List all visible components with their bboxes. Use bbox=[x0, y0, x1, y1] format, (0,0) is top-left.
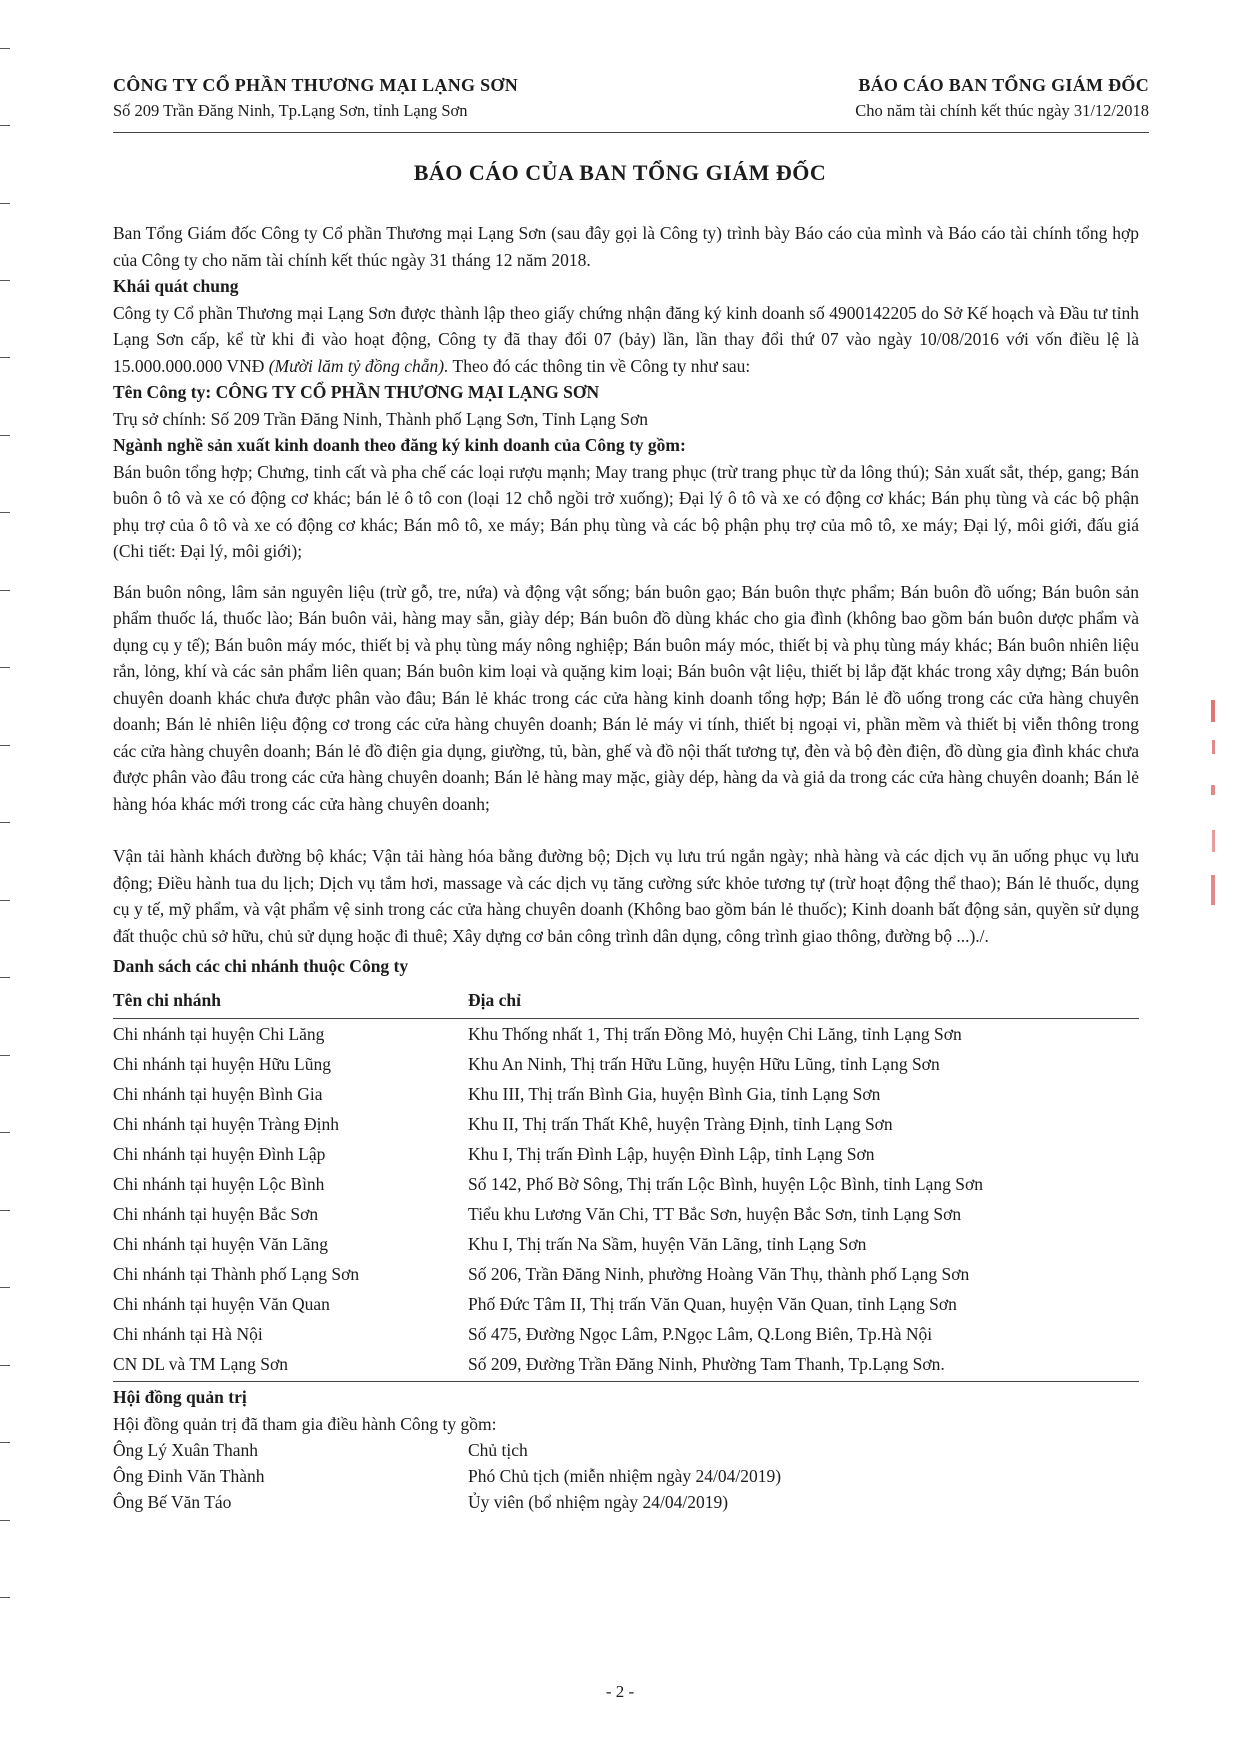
table-row bbox=[113, 1199, 1139, 1229]
column-header-address: Địa chỉ bbox=[468, 984, 1139, 1019]
branch-address: Khu Thống nhất 1, Thị trấn Đồng Mỏ, huyện Chi Lăng, tỉnh Lạng Sơn bbox=[468, 1024, 962, 1044]
general-paragraph bbox=[113, 300, 1139, 380]
branch-name: Chi nhánh tại huyện Bắc Sơn bbox=[113, 1204, 319, 1224]
board-member-name: Ông Đinh Văn Thành bbox=[113, 1466, 265, 1486]
company-address: Số 209 Trần Đăng Ninh, Tp.Lạng Sơn, tỉnh Lạng Sơn bbox=[113, 101, 468, 120]
column-header-branch-name: Tên chi nhánh bbox=[113, 984, 468, 1019]
general-text-end: Theo đó các thông tin về Công ty như sau: bbox=[448, 355, 751, 376]
table-row bbox=[113, 1049, 1139, 1079]
page-header bbox=[113, 72, 1149, 133]
margin-tick bbox=[0, 1287, 10, 1288]
branch-address: Khu An Ninh, Thị trấn Hữu Lũng, huyện Hữu Lũng, tỉnh Lạng Sơn bbox=[468, 1054, 940, 1074]
table-row bbox=[113, 1289, 1139, 1319]
branch-name: Chi nhánh tại Hà Nội bbox=[113, 1324, 263, 1344]
margin-tick bbox=[0, 1520, 10, 1521]
branch-name: Chi nhánh tại huyện Hữu Lũng bbox=[113, 1054, 331, 1074]
report-name: BÁO CÁO BAN TỔNG GIÁM ĐỐC bbox=[858, 75, 1149, 95]
board-intro: Hội đồng quản trị đã tham gia điều hành Công ty gồm: bbox=[113, 1413, 497, 1434]
table-row bbox=[113, 1229, 1139, 1259]
margin-tick bbox=[0, 590, 10, 591]
table-row bbox=[113, 1109, 1139, 1139]
margin-tick bbox=[0, 357, 10, 358]
margin-tick bbox=[0, 822, 10, 823]
list-item bbox=[113, 1437, 1139, 1463]
margin-tick bbox=[0, 48, 10, 49]
board-member-name: Ông Bế Văn Táo bbox=[113, 1492, 232, 1512]
margin-tick bbox=[0, 900, 10, 901]
margin-tick bbox=[0, 512, 10, 513]
branches-table bbox=[113, 984, 1139, 1380]
headquarters-line: Trụ sở chính: Số 209 Trần Đăng Ninh, Thành phố Lạng Sơn, Tỉnh Lạng Sơn bbox=[113, 408, 648, 429]
margin-tick bbox=[0, 1132, 10, 1133]
table-header-row bbox=[113, 984, 1139, 1019]
page-number: - 2 - bbox=[605, 1682, 635, 1701]
table-row bbox=[113, 1259, 1139, 1289]
section-heading-general: Khái quát chung bbox=[113, 276, 239, 296]
report-period: Cho năm tài chính kết thúc ngày 31/12/2018 bbox=[855, 101, 1149, 120]
list-item bbox=[113, 1463, 1139, 1489]
section-heading-board: Hội đồng quản trị bbox=[113, 1387, 247, 1407]
business-paragraph-1: Bán buôn tổng hợp; Chưng, tinh cất và pha chế các loại rượu mạnh; May trang phục (trừ trang phục từ da lông thú); Sản xuất sắt, thép, gang; Bán buôn ô tô và xe có động cơ khác; bán lẻ ô tô con (loại 12 chỗ ngồi trở xuống); Đại lý ô tô và xe có động cơ khác; Bán phụ tùng và các bộ phận phụ trợ của ô tô và xe có động cơ khác; Bán mô tô, xe máy; Bán phụ tùng và các bộ phận phụ trợ của mô tô, xe máy; Đại lý, môi giới, đấu giá (Chi tiết: Đại lý, môi giới); bbox=[113, 461, 1139, 561]
margin-tick bbox=[0, 125, 10, 126]
page-title: BÁO CÁO CỦA BAN TỔNG GIÁM ĐỐC bbox=[413, 160, 827, 185]
margin-tick bbox=[0, 1597, 10, 1598]
margin-tick bbox=[0, 745, 10, 746]
spacer bbox=[113, 817, 1139, 843]
table-row bbox=[113, 1019, 1139, 1050]
margin-tick bbox=[0, 203, 10, 204]
margin-tick bbox=[0, 1365, 10, 1366]
header-right bbox=[855, 72, 1149, 124]
board-member-role: Chủ tịch bbox=[468, 1440, 528, 1460]
table-row bbox=[113, 1169, 1139, 1199]
board-member-name: Ông Lý Xuân Thanh bbox=[113, 1440, 258, 1460]
business-paragraph-2: Bán buôn nông, lâm sản nguyên liệu (trừ gỗ, tre, nứa) và động vật sống; bán buôn gạo; Bán buôn thực phẩm; Bán buôn đồ uống; Bán buôn sản phẩm thuốc lá, thuốc lào; Bán buôn vải, hàng may sẵn, giày dép; Bán buôn đồ dùng khác cho gia đình (không bao gồm bán buôn dược phẩm và dụng cụ y tế); Bán buôn máy móc, thiết bị và phụ tùng máy nông nghiệp; Bán buôn máy móc, thiết bị và phụ tùng máy khác; Bán buôn nhiên liệu rắn, lỏng, khí và các sản phẩm liên quan; Bán buôn kim loại và quặng kim loại; Bán buôn vật liệu, thiết bị lắp đặt khác trong xây dựng; Bán buôn chuyên doanh khác chưa được phân vào đâu; Bán lẻ khác trong các cửa hàng kinh doanh tổng hợp; Bán lẻ đồ uống trong các cửa hàng chuyên doanh; Bán lẻ nhiên liệu động cơ trong các cửa hàng chuyên doanh; Bán lẻ máy vi tính, thiết bị ngoại vi, phần mềm và thiết bị viễn thông trong các cửa hàng chuyên doanh; Bán lẻ đồ điện gia dụng, giường, tủ, bàn, ghế và đồ nội thất tương tự, đèn và bộ đèn điện, đồ dùng gia đình khác chưa được phân vào đâu trong các cửa hàng chuyên doanh; Bán lẻ hàng may mặc, giày dép, hàng da và giả da trong các cửa hàng chuyên doanh; Bán lẻ hàng hóa khác mới trong các cửa hàng chuyên doanh; bbox=[113, 581, 1139, 814]
margin-tick bbox=[0, 1210, 10, 1211]
company-name: CÔNG TY CỔ PHẦN THƯƠNG MẠI LẠNG SƠN bbox=[113, 75, 519, 95]
margin-tick bbox=[0, 667, 10, 668]
table-row bbox=[113, 1139, 1139, 1169]
table-row bbox=[113, 1349, 1139, 1379]
branch-address: Khu II, Thị trấn Thất Khê, huyện Tràng Định, tỉnh Lạng Sơn bbox=[468, 1114, 893, 1134]
branch-address: Khu I, Thị trấn Đình Lập, huyện Đình Lập, tỉnh Lạng Sơn bbox=[468, 1144, 875, 1164]
branch-address: Số 142, Phố Bờ Sông, Thị trấn Lộc Bình, huyện Lộc Bình, tỉnh Lạng Sơn bbox=[468, 1174, 983, 1194]
margin-tick bbox=[0, 280, 10, 281]
board-section bbox=[113, 1381, 1139, 1515]
branch-name: Chi nhánh tại huyện Lộc Bình bbox=[113, 1174, 325, 1194]
branch-address: Số 209, Đường Trần Đăng Ninh, Phường Tam Thanh, Tp.Lạng Sơn. bbox=[468, 1354, 945, 1374]
branch-address: Phố Đức Tâm II, Thị trấn Văn Quan, huyện Văn Quan, tỉnh Lạng Sơn bbox=[468, 1294, 957, 1314]
margin-tick bbox=[0, 977, 10, 978]
branch-name: Chi nhánh tại huyện Văn Quan bbox=[113, 1294, 330, 1314]
stamp-mark bbox=[1205, 700, 1223, 920]
capital-in-words: (Mười lăm tỷ đồng chẵn). bbox=[268, 355, 449, 376]
branch-address: Khu III, Thị trấn Bình Gia, huyện Bình Gia, tỉnh Lạng Sơn bbox=[468, 1084, 881, 1104]
branch-name: Chi nhánh tại Thành phố Lạng Sơn bbox=[113, 1264, 360, 1284]
branch-address: Số 206, Trần Đăng Ninh, phường Hoàng Văn Thụ, thành phố Lạng Sơn bbox=[468, 1264, 970, 1284]
branch-address: Số 475, Đường Ngọc Lâm, P.Ngọc Lâm, Q.Long Biên, Tp.Hà Nội bbox=[468, 1324, 933, 1344]
list-item bbox=[113, 1489, 1139, 1515]
section-heading-branches: Danh sách các chi nhánh thuộc Công ty bbox=[113, 956, 409, 976]
branch-address: Tiểu khu Lương Văn Chi, TT Bắc Sơn, huyện Bắc Sơn, tỉnh Lạng Sơn bbox=[468, 1204, 962, 1224]
branch-name: Chi nhánh tại huyện Văn Lãng bbox=[113, 1234, 328, 1254]
branch-name: Chi nhánh tại huyện Chi Lăng bbox=[113, 1024, 325, 1044]
table-row bbox=[113, 1319, 1139, 1349]
table-row bbox=[113, 1079, 1139, 1109]
general-text: Công ty Cổ phần Thương mại Lạng Sơn được thành lập theo giấy chứng nhận đăng ký kinh doanh số 4900142205 do Sở Kế hoạch và Đầu tư tỉnh Lạng Sơn cấp, kể từ khi đi vào hoạt động, Công ty đã thay đổi 07 (bảy) lần, lần thay đổi thứ 07 vào ngày 10/08/2016 với vốn điều lệ là 15.000.000.000 VNĐ bbox=[113, 302, 1139, 376]
margin-tick bbox=[0, 435, 10, 436]
branch-address: Khu I, Thị trấn Na Sầm, huyện Văn Lãng, tỉnh Lạng Sơn bbox=[468, 1234, 867, 1254]
margin-tick bbox=[0, 1442, 10, 1443]
intro-paragraph: Ban Tổng Giám đốc Công ty Cổ phần Thương mại Lạng Sơn (sau đây gọi là Công ty) trình bày Báo cáo của mình và Báo cáo tài chính tổng hợp của Công ty cho năm tài chính kết thúc ngày 31 tháng 12 năm 2018. bbox=[113, 223, 1139, 270]
branch-name: Chi nhánh tại huyện Đình Lập bbox=[113, 1144, 326, 1164]
company-name-line: Tên Công ty: CÔNG TY CỔ PHẦN THƯƠNG MẠI LẠNG SƠN bbox=[113, 382, 600, 402]
branch-name: Chi nhánh tại huyện Tràng Định bbox=[113, 1114, 340, 1134]
business-paragraph-3: Vận tải hành khách đường bộ khác; Vận tải hàng hóa bằng đường bộ; Dịch vụ lưu trú ngắn ngày; nhà hàng và các dịch vụ ăn uống phục vụ lưu động; Điều hành tua du lịch; Dịch vụ tắm hơi, massage và các dịch vụ tăng cường sức khỏe tương tự (trừ hoạt động thể thao); Bán lẻ thuốc, dụng cụ y tế, mỹ phẩm, và vật phẩm vệ sinh trong các cửa hàng chuyên doanh (Không bao gồm bán lẻ thuốc); Kinh doanh bất động sản, quyền sử dụng đất thuộc chủ sở hữu, chủ sử dụng hoặc đi thuê; Xây dựng cơ bản công trình dân dụng, công trình giao thông, đường bộ ...)./. bbox=[113, 846, 1139, 946]
section-heading-business: Ngành nghề sản xuất kinh doanh theo đăng ký kinh doanh của Công ty gồm: bbox=[113, 435, 686, 455]
branch-name: Chi nhánh tại huyện Bình Gia bbox=[113, 1084, 323, 1104]
spacer bbox=[113, 565, 1139, 579]
board-member-role: Ủy viên (bổ nhiệm ngày 24/04/2019) bbox=[468, 1492, 729, 1512]
document-body bbox=[113, 220, 1139, 1515]
margin-tick bbox=[0, 1055, 10, 1056]
header-left bbox=[113, 72, 518, 124]
board-member-role: Phó Chủ tịch (miễn nhiệm ngày 24/04/2019) bbox=[468, 1466, 782, 1486]
branch-name: CN DL và TM Lạng Sơn bbox=[113, 1354, 289, 1374]
